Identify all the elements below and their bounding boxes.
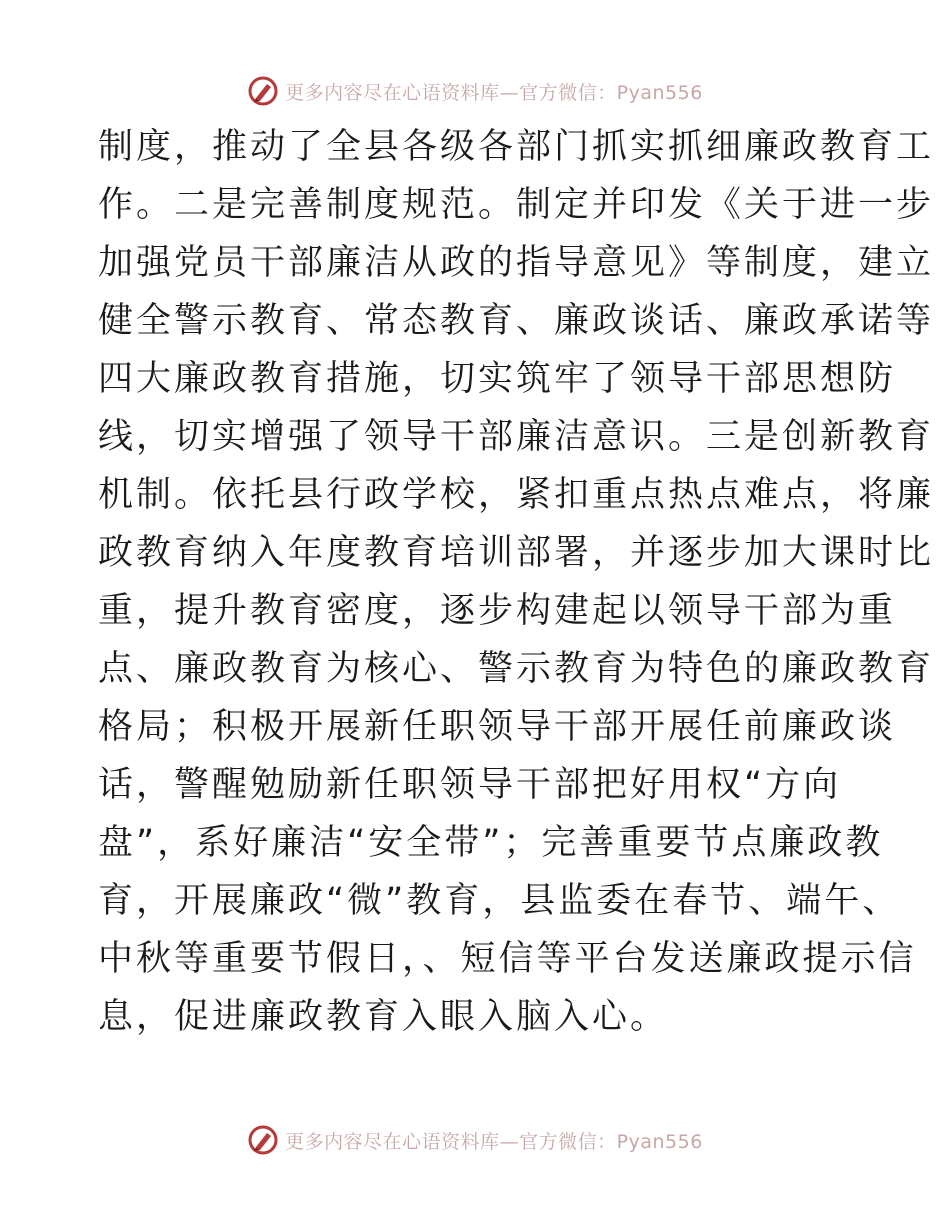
- pen-logo-icon: [247, 75, 279, 107]
- pen-logo-icon: [247, 1124, 279, 1156]
- body-line: 中秋等重要节假日，、短信等平台发送廉政提示信: [98, 939, 917, 979]
- body-line: 四大廉政教育措施，切实筑牢了领导干部思想防: [98, 359, 897, 399]
- body-line: 盘”，系好廉洁“安全带”；完善重要节点廉政教: [98, 823, 884, 863]
- body-line: 育，开展廉政“微”教育，县监委在春节、端午、: [98, 881, 901, 921]
- body-line: 健全警示教育、常态教育、廉政谈话、廉政承诺等: [98, 301, 935, 341]
- document-body: [98, 118, 935, 1046]
- body-line: 线，切实增强了领导干部廉洁意识。三是创新教育: [98, 417, 935, 457]
- footer-banner: [0, 1120, 950, 1160]
- header-banner-text: 更多内容尽在心语资料库—官方微信：Pyan556: [285, 81, 703, 104]
- body-line: 制度，推动了全县各级各部门抓实抓细廉政教育工: [98, 127, 935, 167]
- body-line: 加强党员干部廉洁从政的指导意见》等制度，建立: [98, 243, 935, 283]
- body-line: 点、廉政教育为核心、警示教育为特色的廉政教育: [98, 649, 935, 689]
- body-line: 政教育纳入年度教育培训部署，并逐步加大课时比: [98, 533, 935, 573]
- footer-wechat-id: Pyan556: [616, 1130, 703, 1153]
- body-line: 作。二是完善制度规范。制定并印发《关于进一步: [98, 185, 935, 225]
- body-line: 重，提升教育密度，逐步构建起以领导干部为重: [98, 591, 897, 631]
- body-line: 格局；积极开展新任职领导干部开展任前廉政谈: [98, 707, 897, 747]
- body-line: 息，促进廉政教育入眼入脑入心。: [98, 997, 669, 1037]
- header-banner: [0, 71, 950, 111]
- footer-banner-text: 更多内容尽在心语资料库—官方微信：Pyan556: [285, 1130, 703, 1153]
- body-line: 机制。依托县行政学校，紧扣重点热点难点，将廉: [98, 475, 935, 515]
- header-wechat-id: Pyan556: [616, 81, 703, 104]
- body-line: 话，警醒勉励新任职领导干部把好用权“方向: [98, 765, 842, 805]
